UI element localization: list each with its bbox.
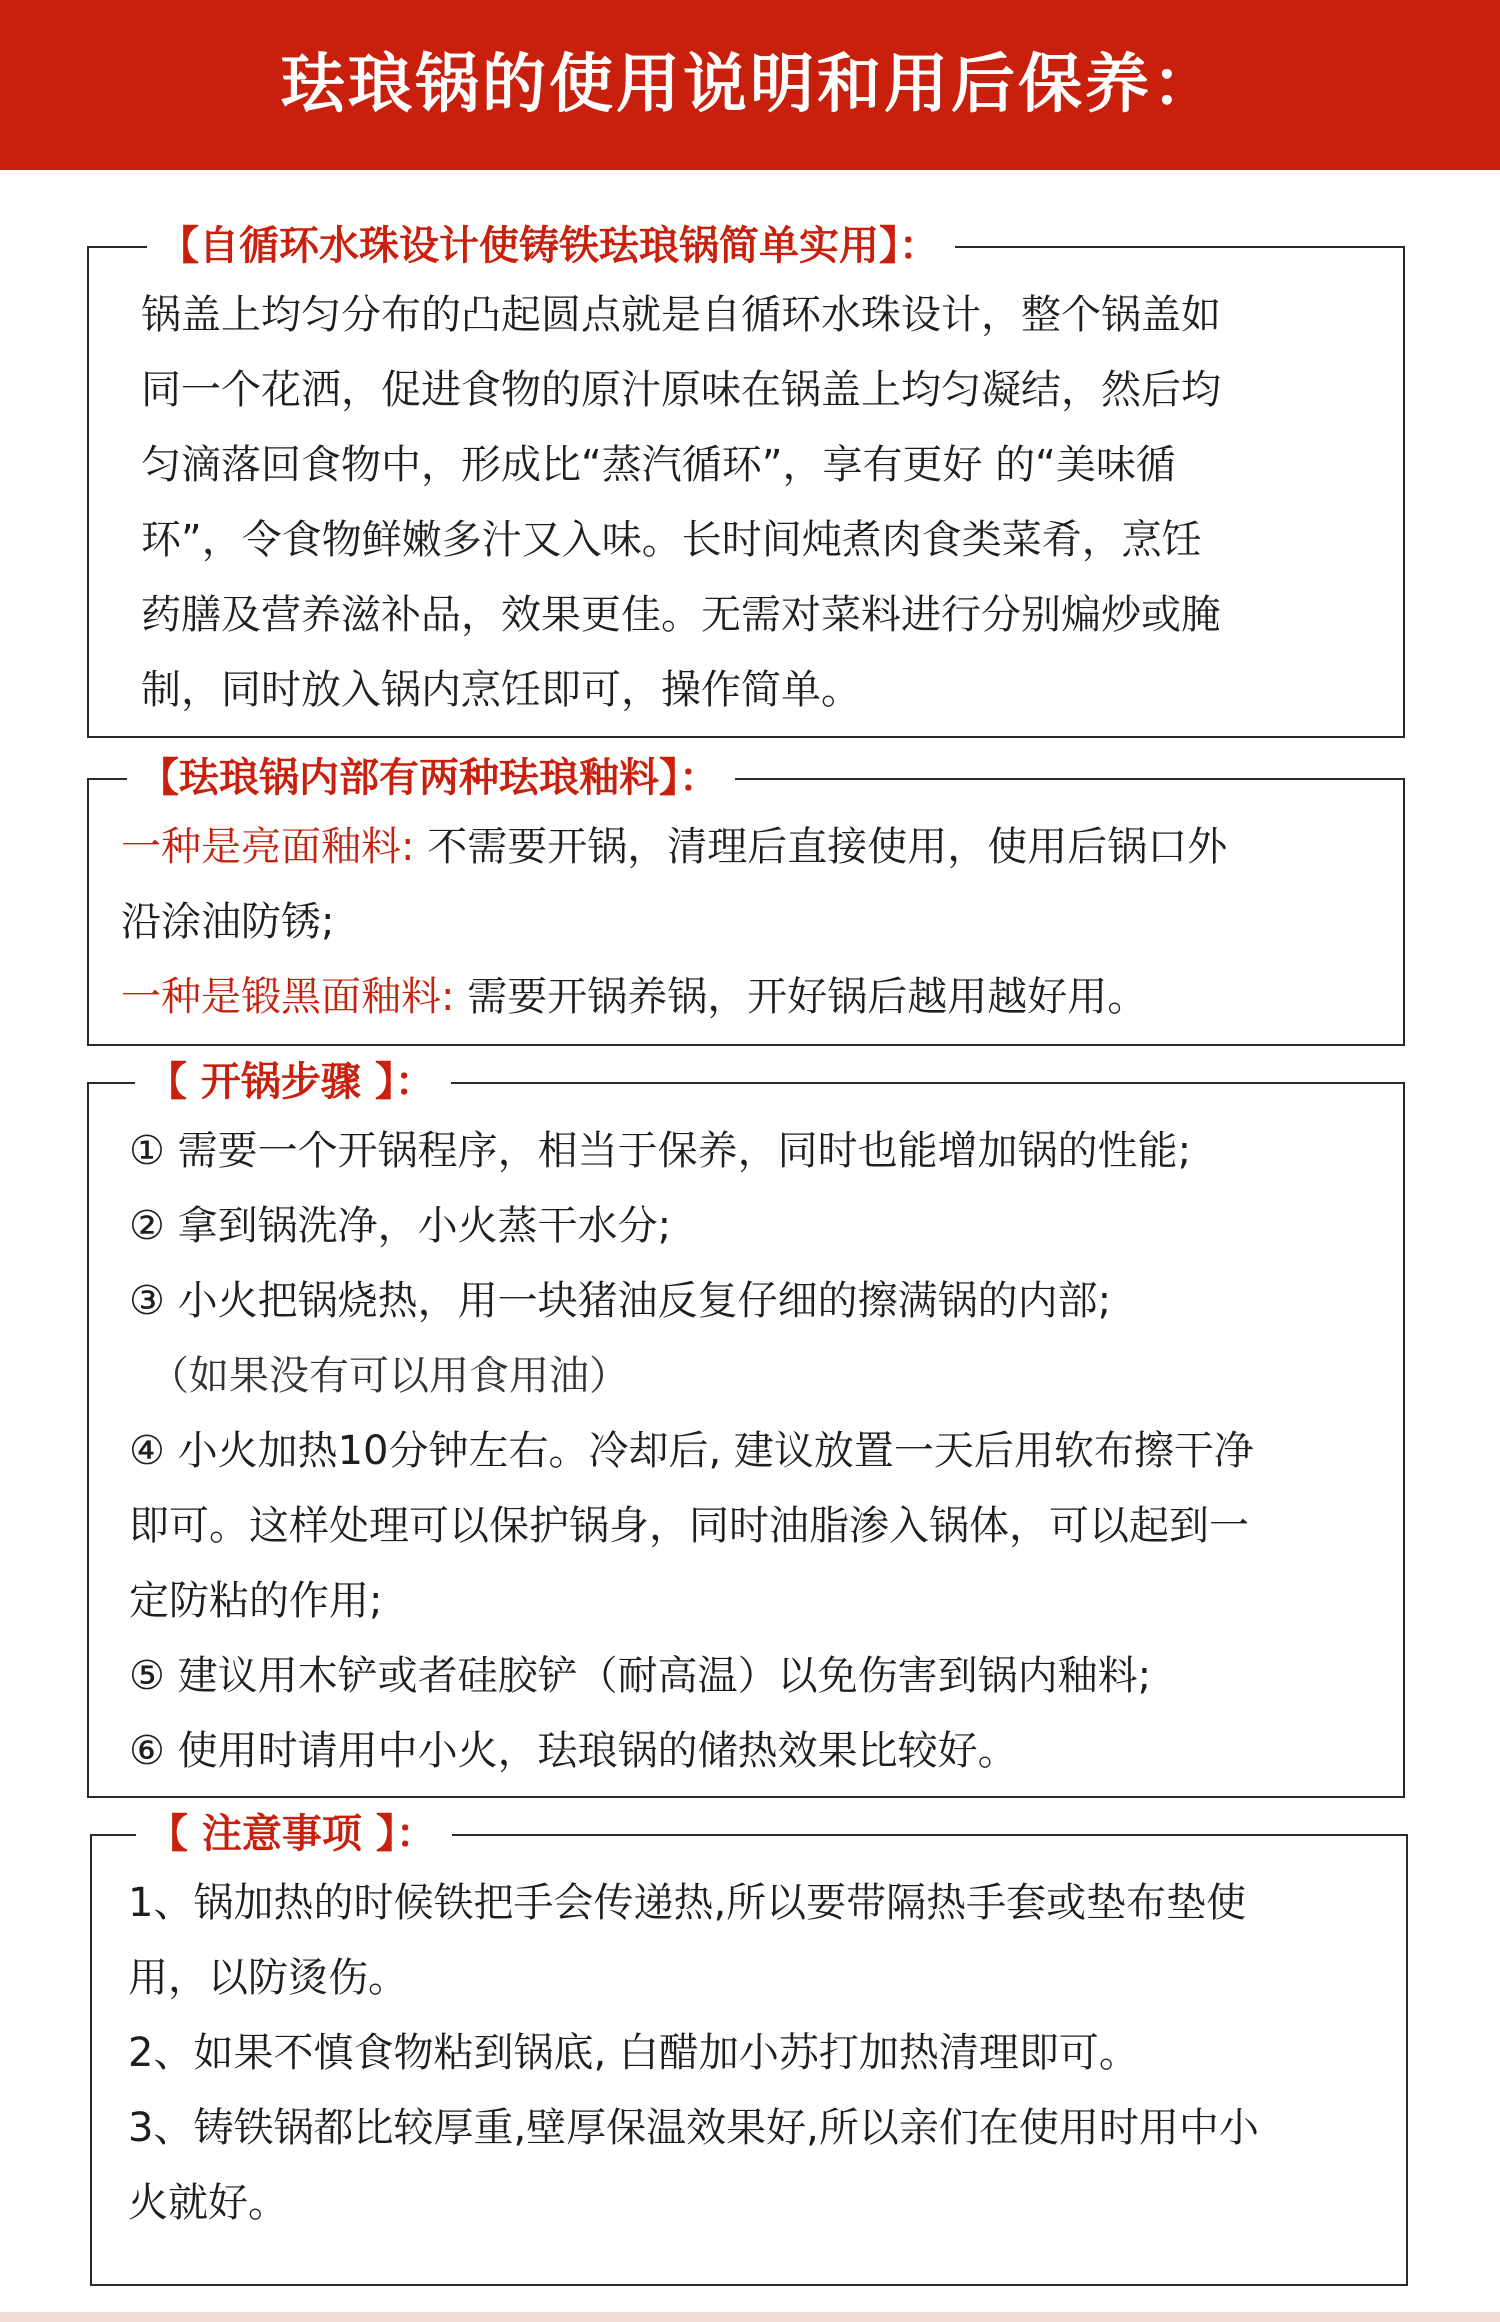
bottom-divider [0, 2312, 1500, 2322]
precaution-item: 2、如果不慎食物粘到锅底, 白醋加小苏打加热清理即可。 [128, 2030, 1139, 2076]
glaze-label: 一种是亮面釉料: [121, 824, 415, 870]
step-item: ⑥ 使用时请用中小火，珐琅锅的储热效果比较好。 [129, 1728, 1018, 1774]
section-title: 【 注意事项 】： [136, 1804, 452, 1864]
section-precautions [90, 1811, 1408, 2286]
glaze-item-black [121, 960, 1401, 1035]
precaution-item: 1、锅加热的时候铁把手会传递热,所以要带隔热手套或垫布垫使 [128, 1880, 1247, 1926]
text-line: 锅盖上均匀分布的凸起圆点就是自循环水珠设计，整个锅盖如 [141, 292, 1221, 338]
section-seasoning-steps [87, 1059, 1405, 1798]
precaution-item: 用，以防烫伤。 [128, 1955, 408, 2001]
step-note: （如果没有可以用食用油） [149, 1353, 629, 1399]
step-item: ③ 小火把锅烧热，用一块猪油反复仔细的擦满锅的内部; [129, 1278, 1112, 1324]
precaution-item: 火就好。 [128, 2180, 288, 2226]
text-line: 药膳及营养滋补品，效果更佳。无需对菜料进行分别煸炒或腌 [141, 592, 1221, 638]
section-body [129, 1114, 1403, 1789]
text-line: 沿涂油防锈; [121, 899, 335, 945]
precaution-item: 3、铸铁锅都比较厚重,壁厚保温效果好,所以亲们在使用时用中小 [128, 2105, 1259, 2151]
text-line: 制，同时放入锅内烹饪即可，操作简单。 [141, 667, 861, 713]
text-line: 同一个花洒，促进食物的原汁原味在锅盖上均匀凝结，然后均 [141, 367, 1221, 413]
page-title: 珐琅锅的使用说明和用后保养： [281, 48, 1219, 122]
glaze-text: 需要开锅养锅，开好锅后越用越好用。 [454, 974, 1148, 1020]
step-item: 即可。这样处理可以保护锅身，同时油脂渗入锅体，可以起到一 [129, 1503, 1249, 1549]
section-body [128, 1866, 1408, 2241]
section-body [141, 278, 1401, 728]
section-water-bead-design [87, 223, 1405, 738]
glaze-item-glossy [121, 810, 1401, 885]
step-item: ⑤ 建议用木铲或者硅胶铲（耐高温）以免伤害到锅内釉料; [129, 1653, 1152, 1699]
text-line: 环”，令食物鲜嫩多汁又入味。长时间炖煮肉食类菜肴，烹饪 [141, 517, 1202, 563]
glaze-text: 不需要开锅，清理后直接使用，使用后锅口外 [414, 824, 1228, 870]
section-title: 【自循环水珠设计使铸铁珐琅锅简单实用】： [147, 216, 955, 276]
glaze-label: 一种是锻黑面釉料: [121, 974, 455, 1020]
text-line: 匀滴落回食物中，形成比“蒸汽循环”，享有更好 的“美味循 [141, 442, 1176, 488]
step-item: 定防粘的作用; [129, 1578, 383, 1624]
section-title: 【 开锅步骤 】： [135, 1052, 451, 1112]
title-banner [0, 0, 1500, 170]
step-item: ② 拿到锅洗净，小火蒸干水分; [129, 1203, 672, 1249]
section-enamel-glazes [87, 755, 1405, 1046]
step-item: ④ 小火加热10分钟左右。冷却后, 建议放置一天后用软布擦干净 [129, 1428, 1254, 1474]
section-body [121, 810, 1401, 1035]
section-title: 【珐琅锅内部有两种珐琅釉料】： [127, 748, 735, 808]
step-item: ① 需要一个开锅程序，相当于保养，同时也能增加锅的性能; [129, 1128, 1192, 1174]
